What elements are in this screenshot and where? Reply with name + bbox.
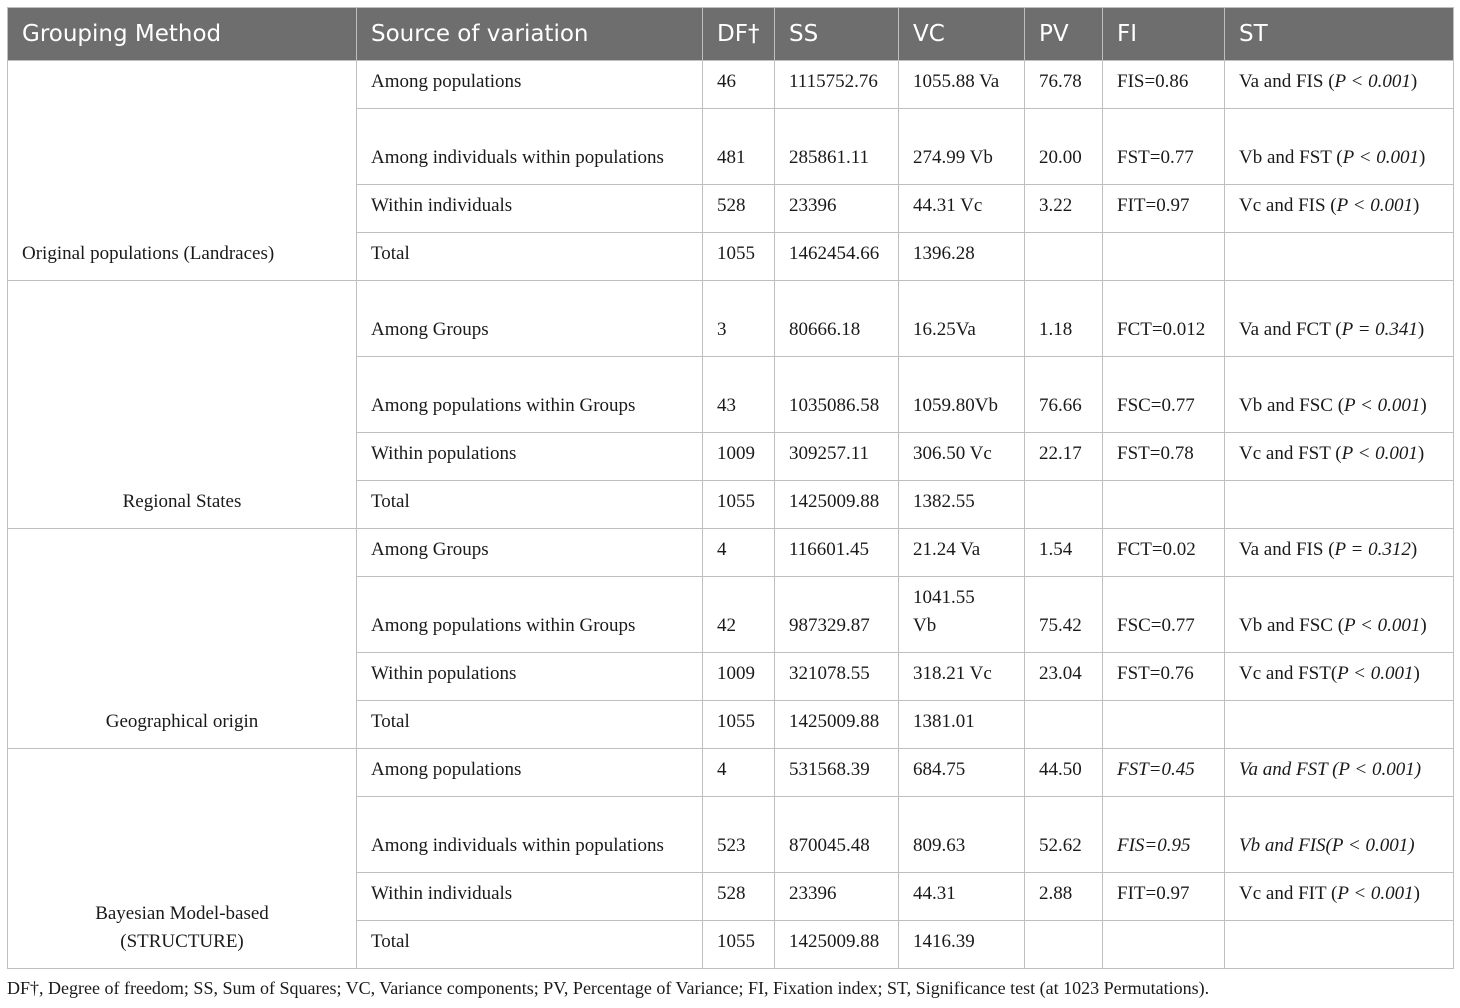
df-cell: 1055 (703, 921, 775, 969)
df-cell: 4 (703, 529, 775, 577)
st-suffix: ) (1417, 319, 1425, 340)
st-prefix: Vc and FIT ( (1239, 883, 1338, 904)
st-suffix: ) (1420, 395, 1427, 416)
ss-cell: 23396 (775, 185, 899, 233)
ss-cell: 285861.11 (775, 109, 899, 185)
col-header-grouping-method: Grouping Method (8, 8, 357, 61)
source-cell: Among Groups (357, 281, 703, 357)
col-header-fi: FI (1103, 8, 1225, 61)
st-suffix: ) (1410, 539, 1418, 560)
ss-cell: 116601.45 (775, 529, 899, 577)
df-cell: 1055 (703, 701, 775, 749)
pv-cell: 2.88 (1025, 873, 1103, 921)
st-prefix: Va and FCT ( (1239, 319, 1342, 340)
significance-test-cell (1225, 185, 1454, 233)
significance-test-cell (1225, 433, 1454, 481)
source-cell: Within individuals (357, 873, 703, 921)
grouping-method-cell: Original populations (Landraces) (8, 61, 357, 281)
significance-test-cell (1225, 653, 1454, 701)
source-cell: Within populations (357, 433, 703, 481)
pv-cell: 75.42 (1025, 577, 1103, 653)
st-p-value: P = 0.312 (1334, 539, 1411, 560)
df-cell: 42 (703, 577, 775, 653)
df-cell: 1009 (703, 653, 775, 701)
significance-test-cell (1225, 749, 1454, 797)
ss-cell: 321078.55 (775, 653, 899, 701)
st-p-value: P = 0.341 (1341, 319, 1418, 340)
fi-cell: FIT=0.97 (1103, 873, 1225, 921)
col-header-source-of-variation: Source of variation (357, 8, 703, 61)
significance-test-cell (1225, 109, 1454, 185)
st-p-value: P < 0.001 (1337, 663, 1414, 684)
df-cell: 46 (703, 61, 775, 109)
ss-cell: 1425009.88 (775, 921, 899, 969)
ss-cell: 309257.11 (775, 433, 899, 481)
fi-cell (1103, 701, 1225, 749)
st-prefix: Vb and FIS( (1239, 835, 1332, 856)
ss-cell: 1462454.66 (775, 233, 899, 281)
vc-cell: 16.25Va (899, 281, 1025, 357)
vc-cell: 44.31 Vc (899, 185, 1025, 233)
amova-table (7, 7, 1454, 969)
ss-cell: 987329.87 (775, 577, 899, 653)
col-header-st: ST (1225, 8, 1454, 61)
significance-test-cell (1225, 701, 1454, 749)
vc-cell: 1055.88 Va (899, 61, 1025, 109)
col-header-vc: VC (899, 8, 1025, 61)
st-p-value: P < 0.001 (1331, 835, 1409, 856)
df-cell: 43 (703, 357, 775, 433)
pv-cell: 22.17 (1025, 433, 1103, 481)
ss-cell: 531568.39 (775, 749, 899, 797)
st-suffix: ) (1417, 443, 1425, 464)
fi-cell: FIS=0.95 (1103, 797, 1225, 873)
source-cell: Among individuals within populations (357, 797, 703, 873)
fi-cell (1103, 921, 1225, 969)
df-cell: 1055 (703, 233, 775, 281)
st-p-value: P < 0.001 (1344, 395, 1421, 416)
fi-cell: FSC=0.77 (1103, 577, 1225, 653)
source-cell: Within populations (357, 653, 703, 701)
pv-cell: 20.00 (1025, 109, 1103, 185)
col-header-df: DF† (703, 8, 775, 61)
grouping-method-cell: Geographical origin (8, 529, 357, 749)
df-cell: 4 (703, 749, 775, 797)
st-suffix: ) (1414, 759, 1422, 780)
table-body (8, 61, 1454, 969)
fi-cell: FCT=0.02 (1103, 529, 1225, 577)
vc-cell: 684.75 (899, 749, 1025, 797)
vc-cell: 274.99 Vb (899, 109, 1025, 185)
df-cell: 481 (703, 109, 775, 185)
header-row (8, 8, 1454, 61)
table-row (8, 529, 1454, 577)
col-header-pv: PV (1025, 8, 1103, 61)
vc-cell: 1396.28 (899, 233, 1025, 281)
source-cell: Total (357, 233, 703, 281)
st-p-value: P < 0.001 (1336, 195, 1413, 216)
st-p-value: P < 0.001 (1344, 615, 1421, 636)
st-p-value: P < 0.001 (1342, 147, 1419, 168)
pv-cell: 52.62 (1025, 797, 1103, 873)
vc-cell: 1381.01 (899, 701, 1025, 749)
grouping-method-cell: Bayesian Model-based (STRUCTURE) (8, 749, 357, 969)
pv-cell: 3.22 (1025, 185, 1103, 233)
fi-cell: FST=0.77 (1103, 109, 1225, 185)
df-cell: 528 (703, 185, 775, 233)
st-suffix: ) (1412, 195, 1420, 216)
ss-cell: 1425009.88 (775, 481, 899, 529)
fi-cell: FST=0.76 (1103, 653, 1225, 701)
st-prefix: Va and FST ( (1239, 759, 1339, 780)
st-suffix: ) (1413, 663, 1420, 684)
st-prefix: Va and FIS ( (1239, 71, 1335, 92)
table-row (8, 281, 1454, 357)
vc-cell: 306.50 Vc (899, 433, 1025, 481)
pv-cell: 76.66 (1025, 357, 1103, 433)
significance-test-cell (1225, 529, 1454, 577)
st-suffix: ) (1420, 615, 1427, 636)
source-cell: Among Groups (357, 529, 703, 577)
vc-cell: 1041.55 Vb (899, 577, 1025, 653)
grouping-method-cell: Regional States (8, 281, 357, 529)
vc-cell: 1059.80Vb (899, 357, 1025, 433)
pv-cell (1025, 701, 1103, 749)
st-p-value: P < 0.001 (1341, 443, 1418, 464)
table-row (8, 61, 1454, 109)
fi-cell: FCT=0.012 (1103, 281, 1225, 357)
pv-cell: 76.78 (1025, 61, 1103, 109)
fi-cell (1103, 481, 1225, 529)
ss-cell: 1425009.88 (775, 701, 899, 749)
st-prefix: Vc and FST ( (1239, 443, 1342, 464)
st-p-value: P < 0.001 (1338, 759, 1415, 780)
fi-cell (1103, 233, 1225, 281)
st-p-value: P < 0.001 (1337, 883, 1414, 904)
significance-test-cell (1225, 61, 1454, 109)
df-cell: 528 (703, 873, 775, 921)
significance-test-cell (1225, 577, 1454, 653)
ss-cell: 1115752.76 (775, 61, 899, 109)
st-prefix: Vb and FSC ( (1239, 615, 1345, 636)
significance-test-cell (1225, 357, 1454, 433)
pv-cell (1025, 481, 1103, 529)
source-cell: Total (357, 481, 703, 529)
st-suffix: ) (1418, 147, 1426, 168)
pv-cell: 23.04 (1025, 653, 1103, 701)
vc-cell: 318.21 Vc (899, 653, 1025, 701)
fi-cell: FST=0.78 (1103, 433, 1225, 481)
table-footnote: DF†, Degree of freedom; SS, Sum of Squares; VC, Variance components; PV, Percentage of Variance; FI, Fixation index; ST, Significance test (at 1023 Permutations). (7, 978, 1210, 998)
df-cell: 1009 (703, 433, 775, 481)
source-cell: Among populations within Groups (357, 357, 703, 433)
table-row (8, 749, 1454, 797)
fi-cell: FST=0.45 (1103, 749, 1225, 797)
source-cell: Among populations (357, 749, 703, 797)
st-p-value: P < 0.001 (1334, 71, 1411, 92)
st-prefix: Vb and FST ( (1239, 147, 1343, 168)
st-suffix: ) (1408, 835, 1415, 856)
ss-cell: 870045.48 (775, 797, 899, 873)
vc-cell: 44.31 (899, 873, 1025, 921)
source-cell: Among populations (357, 61, 703, 109)
vc-cell: 1382.55 (899, 481, 1025, 529)
df-cell: 3 (703, 281, 775, 357)
ss-cell: 23396 (775, 873, 899, 921)
source-cell: Among populations within Groups (357, 577, 703, 653)
fi-cell: FIS=0.86 (1103, 61, 1225, 109)
significance-test-cell (1225, 921, 1454, 969)
vc-cell: 21.24 Va (899, 529, 1025, 577)
pv-cell: 44.50 (1025, 749, 1103, 797)
significance-test-cell (1225, 233, 1454, 281)
significance-test-cell (1225, 797, 1454, 873)
fi-cell: FIT=0.97 (1103, 185, 1225, 233)
significance-test-cell (1225, 481, 1454, 529)
ss-cell: 1035086.58 (775, 357, 899, 433)
source-cell: Within individuals (357, 185, 703, 233)
st-suffix: ) (1413, 883, 1420, 904)
df-cell: 523 (703, 797, 775, 873)
vc-cell: 1416.39 (899, 921, 1025, 969)
st-prefix: Vc and FIS ( (1239, 195, 1337, 216)
df-cell: 1055 (703, 481, 775, 529)
pv-cell (1025, 921, 1103, 969)
st-prefix: Vc and FST( (1239, 663, 1338, 684)
source-cell: Total (357, 701, 703, 749)
pv-cell (1025, 233, 1103, 281)
pv-cell: 1.18 (1025, 281, 1103, 357)
ss-cell: 80666.18 (775, 281, 899, 357)
source-cell: Among individuals within populations (357, 109, 703, 185)
source-cell: Total (357, 921, 703, 969)
st-prefix: Vb and FSC ( (1239, 395, 1345, 416)
col-header-ss: SS (775, 8, 899, 61)
st-suffix: ) (1410, 71, 1418, 92)
fi-cell: FSC=0.77 (1103, 357, 1225, 433)
vc-cell: 809.63 (899, 797, 1025, 873)
significance-test-cell (1225, 873, 1454, 921)
st-prefix: Va and FIS ( (1239, 539, 1335, 560)
pv-cell: 1.54 (1025, 529, 1103, 577)
significance-test-cell (1225, 281, 1454, 357)
